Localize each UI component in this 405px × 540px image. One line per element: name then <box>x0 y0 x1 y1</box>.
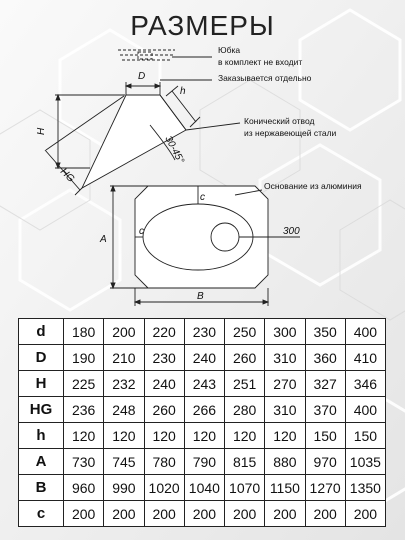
table-cell: 880 <box>265 449 305 475</box>
table-cell: 210 <box>104 345 144 371</box>
row-header: B <box>19 475 64 501</box>
table-cell: 1040 <box>184 475 224 501</box>
table-cell: 745 <box>104 449 144 475</box>
dim-H: H <box>36 127 47 135</box>
table-cell: 120 <box>104 423 144 449</box>
table-cell: 300 <box>265 319 305 345</box>
table-cell: 730 <box>64 449 104 475</box>
table-row <box>19 475 386 501</box>
dim-angle: 30-45° <box>162 134 186 166</box>
table-cell: 350 <box>305 319 345 345</box>
table-cell: 790 <box>184 449 224 475</box>
table-row <box>19 345 386 371</box>
label-base: Основание из алюминия <box>264 181 362 191</box>
table-cell: 236 <box>64 397 104 423</box>
table-row <box>19 423 386 449</box>
table-row <box>19 397 386 423</box>
table-cell: 970 <box>305 449 345 475</box>
table-cell: 1035 <box>345 449 385 475</box>
dim-h: h <box>180 86 186 97</box>
table-cell: 251 <box>225 371 265 397</box>
dim-A: A <box>100 234 107 245</box>
sizes-table <box>18 318 386 527</box>
table-cell: 346 <box>345 371 385 397</box>
table-cell: 400 <box>345 397 385 423</box>
table-cell: 260 <box>225 345 265 371</box>
table-cell: 120 <box>184 423 224 449</box>
row-header: A <box>19 449 64 475</box>
table-cell: 400 <box>345 319 385 345</box>
table-cell: 120 <box>265 423 305 449</box>
table-cell: 150 <box>305 423 345 449</box>
table-cell: 200 <box>104 319 144 345</box>
page-title: РАЗМЕРЫ <box>130 10 275 41</box>
table-cell: 120 <box>144 423 184 449</box>
table-cell: 230 <box>144 345 184 371</box>
table-cell: 200 <box>184 501 224 527</box>
table-cell: 243 <box>184 371 224 397</box>
table-cell: 200 <box>144 501 184 527</box>
table-cell: 1350 <box>345 475 385 501</box>
table-cell: 232 <box>104 371 144 397</box>
table-row <box>19 449 386 475</box>
table-cell: 266 <box>184 397 224 423</box>
table-cell: 190 <box>64 345 104 371</box>
table-cell: 327 <box>305 371 345 397</box>
row-header: d <box>19 319 64 345</box>
label-conical-outlet-2: из нержавеющей стали <box>244 128 337 138</box>
dim-D: D <box>138 71 146 82</box>
table-cell: 1020 <box>144 475 184 501</box>
table-cell: 1150 <box>265 475 305 501</box>
table-cell: 310 <box>265 345 305 371</box>
table-cell: 230 <box>184 319 224 345</box>
row-header: H <box>19 371 64 397</box>
table-cell: 240 <box>144 371 184 397</box>
label-skirt: Юбка <box>218 45 241 55</box>
dim-HG: HG <box>57 166 77 185</box>
table-cell: 250 <box>225 319 265 345</box>
table-cell: 120 <box>64 423 104 449</box>
table-cell: 280 <box>225 397 265 423</box>
table-cell: 220 <box>144 319 184 345</box>
dim-c-top: c <box>200 192 205 203</box>
table-cell: 225 <box>64 371 104 397</box>
table-cell: 960 <box>64 475 104 501</box>
table-cell: 150 <box>345 423 385 449</box>
table-row <box>19 319 386 345</box>
table-row <box>19 501 386 527</box>
table-cell: 260 <box>144 397 184 423</box>
table-cell: 200 <box>225 501 265 527</box>
table-cell: 270 <box>265 371 305 397</box>
table-cell: 180 <box>64 319 104 345</box>
table-cell: 370 <box>305 397 345 423</box>
table-cell: 780 <box>144 449 184 475</box>
label-conical-outlet-1: Конический отвод <box>244 116 315 126</box>
label-not-included: в комплект не входит <box>218 57 303 67</box>
table-cell: 410 <box>345 345 385 371</box>
table-cell: 248 <box>104 397 144 423</box>
skirt-drawing <box>118 50 175 60</box>
row-header: c <box>19 501 64 527</box>
dim-B: B <box>197 291 204 302</box>
table-cell: 1070 <box>225 475 265 501</box>
table-cell: 360 <box>305 345 345 371</box>
table-cell: 200 <box>345 501 385 527</box>
table-row <box>19 371 386 397</box>
table-cell: 240 <box>184 345 224 371</box>
table-cell: 120 <box>225 423 265 449</box>
row-header: D <box>19 345 64 371</box>
dim-300: 300 <box>283 226 300 237</box>
table-cell: 200 <box>265 501 305 527</box>
table-cell: 1270 <box>305 475 345 501</box>
table-cell: 815 <box>225 449 265 475</box>
label-ordered-separately: Заказывается отдельно <box>218 73 312 83</box>
table-cell: 200 <box>64 501 104 527</box>
table-cell: 310 <box>265 397 305 423</box>
row-header: HG <box>19 397 64 423</box>
dim-c-left: c <box>139 226 144 237</box>
table-cell: 200 <box>305 501 345 527</box>
row-header: h <box>19 423 64 449</box>
table-cell: 990 <box>104 475 144 501</box>
table-cell: 200 <box>104 501 144 527</box>
